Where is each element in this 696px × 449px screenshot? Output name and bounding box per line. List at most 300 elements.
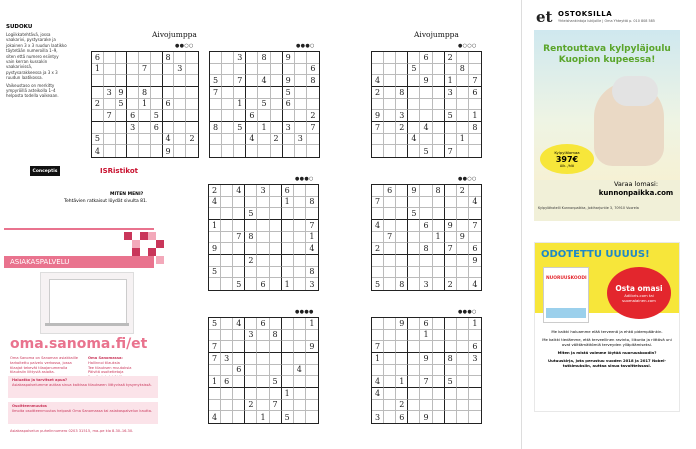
sudoku-empty-cell[interactable] (282, 330, 294, 342)
sudoku-empty-cell[interactable] (271, 64, 283, 76)
sudoku-empty-cell[interactable] (127, 52, 139, 64)
sudoku-empty-cell[interactable] (469, 185, 481, 197)
sudoku-empty-cell[interactable] (384, 220, 396, 232)
sudoku-empty-cell[interactable] (222, 145, 234, 157)
sudoku-empty-cell[interactable] (282, 318, 294, 330)
sudoku-empty-cell[interactable] (245, 353, 257, 365)
sudoku-empty-cell[interactable] (222, 134, 234, 146)
sudoku-empty-cell[interactable] (445, 388, 457, 400)
sudoku-empty-cell[interactable] (245, 318, 257, 330)
sudoku-empty-cell[interactable] (233, 353, 245, 365)
sudoku-empty-cell[interactable] (408, 99, 420, 111)
sudoku-empty-cell[interactable] (384, 267, 396, 279)
sudoku-empty-cell[interactable] (384, 99, 396, 111)
sudoku-empty-cell[interactable] (282, 232, 294, 244)
sudoku-empty-cell[interactable] (433, 243, 445, 255)
sudoku-empty-cell[interactable] (306, 411, 318, 423)
sudoku-empty-cell[interactable] (469, 330, 481, 342)
sudoku-empty-cell[interactable] (92, 110, 104, 122)
sudoku-empty-cell[interactable] (445, 232, 457, 244)
sudoku-empty-cell[interactable] (270, 318, 282, 330)
sudoku-empty-cell[interactable] (408, 365, 420, 377)
sudoku-empty-cell[interactable] (396, 255, 408, 267)
sudoku-empty-cell[interactable] (445, 122, 457, 134)
sudoku-empty-cell[interactable] (433, 400, 445, 412)
sudoku-empty-cell[interactable] (174, 122, 186, 134)
sudoku-empty-cell[interactable] (295, 52, 307, 64)
sudoku-empty-cell[interactable] (408, 411, 420, 423)
sudoku-empty-cell[interactable] (139, 110, 151, 122)
sudoku-empty-cell[interactable] (420, 208, 432, 220)
sudoku-empty-cell[interactable] (457, 353, 469, 365)
sudoku-empty-cell[interactable] (294, 318, 306, 330)
sudoku-empty-cell[interactable] (469, 145, 481, 157)
sudoku-empty-cell[interactable] (270, 232, 282, 244)
sudoku-empty-cell[interactable] (163, 87, 175, 99)
sudoku-empty-cell[interactable] (433, 52, 445, 64)
sudoku-empty-cell[interactable] (116, 110, 128, 122)
sudoku-empty-cell[interactable] (384, 52, 396, 64)
sudoku-empty-cell[interactable] (420, 87, 432, 99)
sudoku-empty-cell[interactable] (294, 353, 306, 365)
sudoku-empty-cell[interactable] (306, 330, 318, 342)
sudoku-empty-cell[interactable] (245, 411, 257, 423)
sudoku-empty-cell[interactable] (258, 110, 270, 122)
sudoku-empty-cell[interactable] (306, 185, 318, 197)
sudoku-empty-cell[interactable] (384, 278, 396, 290)
sudoku-empty-cell[interactable] (457, 278, 469, 290)
sudoku-empty-cell[interactable] (222, 87, 234, 99)
sudoku-empty-cell[interactable] (234, 87, 246, 99)
sudoku-empty-cell[interactable] (408, 220, 420, 232)
sudoku-empty-cell[interactable] (104, 52, 116, 64)
sudoku-empty-cell[interactable] (420, 267, 432, 279)
sudoku-empty-cell[interactable] (209, 400, 221, 412)
sudoku-empty-cell[interactable] (372, 365, 384, 377)
sudoku-empty-cell[interactable] (372, 330, 384, 342)
sudoku-empty-cell[interactable] (282, 400, 294, 412)
sudoku-empty-cell[interactable] (209, 365, 221, 377)
sudoku-empty-cell[interactable] (221, 318, 233, 330)
sudoku-empty-cell[interactable] (372, 99, 384, 111)
sudoku-empty-cell[interactable] (104, 134, 116, 146)
sudoku-empty-cell[interactable] (372, 400, 384, 412)
sudoku-empty-cell[interactable] (257, 267, 269, 279)
sudoku-empty-cell[interactable] (420, 134, 432, 146)
sudoku-empty-cell[interactable] (92, 87, 104, 99)
sudoku-empty-cell[interactable] (396, 232, 408, 244)
sudoku-empty-cell[interactable] (116, 52, 128, 64)
sudoku-empty-cell[interactable] (445, 400, 457, 412)
sudoku-empty-cell[interactable] (245, 267, 257, 279)
sudoku-empty-cell[interactable] (271, 145, 283, 157)
sudoku-empty-cell[interactable] (257, 376, 269, 388)
sudoku-empty-cell[interactable] (445, 267, 457, 279)
sudoku-empty-cell[interactable] (92, 122, 104, 134)
sudoku-empty-cell[interactable] (151, 64, 163, 76)
sudoku-empty-cell[interactable] (257, 220, 269, 232)
sudoku-empty-cell[interactable] (221, 220, 233, 232)
sudoku-empty-cell[interactable] (445, 330, 457, 342)
sudoku-empty-cell[interactable] (384, 197, 396, 209)
sudoku-empty-cell[interactable] (384, 134, 396, 146)
sudoku-empty-cell[interactable] (282, 255, 294, 267)
sudoku-empty-cell[interactable] (174, 110, 186, 122)
sudoku-empty-cell[interactable] (433, 99, 445, 111)
sudoku-empty-cell[interactable] (445, 318, 457, 330)
sudoku-empty-cell[interactable] (396, 220, 408, 232)
sudoku-empty-cell[interactable] (209, 330, 221, 342)
sudoku-empty-cell[interactable] (294, 278, 306, 290)
sudoku-empty-cell[interactable] (445, 64, 457, 76)
sudoku-empty-cell[interactable] (408, 376, 420, 388)
sudoku-empty-cell[interactable] (457, 110, 469, 122)
sudoku-empty-cell[interactable] (294, 341, 306, 353)
sudoku-empty-cell[interactable] (151, 99, 163, 111)
sudoku-empty-cell[interactable] (270, 411, 282, 423)
sudoku-empty-cell[interactable] (174, 52, 186, 64)
sudoku-empty-cell[interactable] (307, 134, 319, 146)
sudoku-empty-cell[interactable] (174, 75, 186, 87)
sudoku-empty-cell[interactable] (457, 330, 469, 342)
sudoku-empty-cell[interactable] (384, 208, 396, 220)
sudoku-empty-cell[interactable] (294, 376, 306, 388)
sudoku-empty-cell[interactable] (257, 208, 269, 220)
sudoku-empty-cell[interactable] (245, 376, 257, 388)
sudoku-empty-cell[interactable] (372, 145, 384, 157)
sudoku-empty-cell[interactable] (294, 220, 306, 232)
sudoku-empty-cell[interactable] (210, 134, 222, 146)
sudoku-empty-cell[interactable] (420, 365, 432, 377)
sudoku-empty-cell[interactable] (372, 255, 384, 267)
sudoku-empty-cell[interactable] (384, 122, 396, 134)
sudoku-empty-cell[interactable] (372, 318, 384, 330)
sudoku-empty-cell[interactable] (139, 75, 151, 87)
sudoku-empty-cell[interactable] (372, 134, 384, 146)
sudoku-empty-cell[interactable] (396, 99, 408, 111)
sudoku-empty-cell[interactable] (104, 145, 116, 157)
sudoku-empty-cell[interactable] (457, 208, 469, 220)
sudoku-empty-cell[interactable] (396, 145, 408, 157)
sudoku-empty-cell[interactable] (433, 145, 445, 157)
sudoku-empty-cell[interactable] (396, 353, 408, 365)
sudoku-empty-cell[interactable] (271, 122, 283, 134)
sudoku-empty-cell[interactable] (221, 185, 233, 197)
sudoku-empty-cell[interactable] (209, 232, 221, 244)
sudoku-empty-cell[interactable] (233, 243, 245, 255)
sudoku-empty-cell[interactable] (222, 64, 234, 76)
sudoku-empty-cell[interactable] (257, 353, 269, 365)
sudoku-empty-cell[interactable] (270, 267, 282, 279)
sudoku-empty-cell[interactable] (271, 110, 283, 122)
sudoku-empty-cell[interactable] (384, 87, 396, 99)
sudoku-empty-cell[interactable] (295, 122, 307, 134)
sudoku-empty-cell[interactable] (245, 341, 257, 353)
sudoku-empty-cell[interactable] (457, 75, 469, 87)
sudoku-empty-cell[interactable] (457, 255, 469, 267)
sudoku-empty-cell[interactable] (433, 376, 445, 388)
sudoku-empty-cell[interactable] (257, 341, 269, 353)
buy-cta[interactable] (607, 267, 671, 319)
sudoku-empty-cell[interactable] (457, 220, 469, 232)
sudoku-empty-cell[interactable] (151, 52, 163, 64)
sudoku-empty-cell[interactable] (245, 388, 257, 400)
sudoku-empty-cell[interactable] (221, 267, 233, 279)
sudoku-empty-cell[interactable] (221, 278, 233, 290)
booking-url[interactable]: kunnonpaikka.com (598, 189, 674, 197)
sudoku-empty-cell[interactable] (307, 87, 319, 99)
sudoku-empty-cell[interactable] (408, 52, 420, 64)
sudoku-empty-cell[interactable] (186, 87, 198, 99)
sudoku-empty-cell[interactable] (234, 134, 246, 146)
sudoku-empty-cell[interactable] (209, 388, 221, 400)
sudoku-empty-cell[interactable] (186, 122, 198, 134)
sudoku-empty-cell[interactable] (469, 208, 481, 220)
sudoku-empty-cell[interactable] (245, 243, 257, 255)
sudoku-empty-cell[interactable] (384, 110, 396, 122)
sudoku-empty-cell[interactable] (469, 411, 481, 423)
sudoku-empty-cell[interactable] (294, 255, 306, 267)
sudoku-empty-cell[interactable] (127, 99, 139, 111)
sudoku-empty-cell[interactable] (420, 185, 432, 197)
sudoku-empty-cell[interactable] (222, 122, 234, 134)
sudoku-empty-cell[interactable] (116, 134, 128, 146)
sudoku-empty-cell[interactable] (469, 64, 481, 76)
sudoku-empty-cell[interactable] (306, 353, 318, 365)
sudoku-empty-cell[interactable] (139, 145, 151, 157)
sudoku-empty-cell[interactable] (233, 330, 245, 342)
sudoku-empty-cell[interactable] (295, 64, 307, 76)
sudoku-empty-cell[interactable] (295, 99, 307, 111)
sudoku-empty-cell[interactable] (372, 52, 384, 64)
sudoku-empty-cell[interactable] (433, 330, 445, 342)
sudoku-empty-cell[interactable] (257, 243, 269, 255)
sudoku-empty-cell[interactable] (186, 145, 198, 157)
sudoku-empty-cell[interactable] (457, 87, 469, 99)
sudoku-empty-cell[interactable] (270, 341, 282, 353)
sudoku-empty-cell[interactable] (408, 197, 420, 209)
sudoku-empty-cell[interactable] (233, 255, 245, 267)
sudoku-empty-cell[interactable] (186, 99, 198, 111)
sudoku-empty-cell[interactable] (245, 278, 257, 290)
sudoku-empty-cell[interactable] (457, 122, 469, 134)
sudoku-empty-cell[interactable] (233, 341, 245, 353)
sudoku-empty-cell[interactable] (433, 267, 445, 279)
sudoku-empty-cell[interactable] (396, 330, 408, 342)
sudoku-empty-cell[interactable] (271, 87, 283, 99)
sudoku-empty-cell[interactable] (445, 197, 457, 209)
sudoku-empty-cell[interactable] (283, 110, 295, 122)
sudoku-empty-cell[interactable] (233, 208, 245, 220)
sudoku-empty-cell[interactable] (408, 122, 420, 134)
sudoku-empty-cell[interactable] (209, 278, 221, 290)
sudoku-empty-cell[interactable] (258, 134, 270, 146)
sudoku-empty-cell[interactable] (396, 208, 408, 220)
sudoku-empty-cell[interactable] (271, 75, 283, 87)
sudoku-empty-cell[interactable] (234, 145, 246, 157)
sudoku-empty-cell[interactable] (270, 185, 282, 197)
sudoku-empty-cell[interactable] (258, 87, 270, 99)
sudoku-empty-cell[interactable] (396, 197, 408, 209)
sudoku-empty-cell[interactable] (306, 388, 318, 400)
sudoku-empty-cell[interactable] (445, 411, 457, 423)
sudoku-empty-cell[interactable] (294, 400, 306, 412)
sudoku-empty-cell[interactable] (396, 365, 408, 377)
sudoku-empty-cell[interactable] (420, 99, 432, 111)
sudoku-empty-cell[interactable] (396, 185, 408, 197)
sudoku-empty-cell[interactable] (270, 197, 282, 209)
sudoku-empty-cell[interactable] (246, 64, 258, 76)
sudoku-empty-cell[interactable] (408, 341, 420, 353)
sudoku-empty-cell[interactable] (384, 376, 396, 388)
sudoku-empty-cell[interactable] (221, 341, 233, 353)
sudoku-empty-cell[interactable] (433, 318, 445, 330)
sudoku-empty-cell[interactable] (408, 278, 420, 290)
sudoku-empty-cell[interactable] (233, 411, 245, 423)
sudoku-empty-cell[interactable] (221, 243, 233, 255)
sudoku-empty-cell[interactable] (420, 110, 432, 122)
sudoku-empty-cell[interactable] (384, 365, 396, 377)
sudoku-empty-cell[interactable] (92, 75, 104, 87)
sudoku-empty-cell[interactable] (384, 353, 396, 365)
service-url[interactable]: oma.sanoma.fi/et (10, 336, 148, 352)
sudoku-empty-cell[interactable] (104, 122, 116, 134)
sudoku-empty-cell[interactable] (420, 232, 432, 244)
sudoku-empty-cell[interactable] (282, 220, 294, 232)
sudoku-empty-cell[interactable] (174, 99, 186, 111)
sudoku-empty-cell[interactable] (408, 87, 420, 99)
sudoku-empty-cell[interactable] (408, 255, 420, 267)
sudoku-empty-cell[interactable] (445, 255, 457, 267)
sudoku-empty-cell[interactable] (210, 52, 222, 64)
sudoku-empty-cell[interactable] (127, 87, 139, 99)
sudoku-empty-cell[interactable] (433, 388, 445, 400)
sudoku-empty-cell[interactable] (271, 52, 283, 64)
sudoku-empty-cell[interactable] (445, 134, 457, 146)
sudoku-empty-cell[interactable] (186, 110, 198, 122)
sudoku-empty-cell[interactable] (408, 75, 420, 87)
sudoku-empty-cell[interactable] (294, 208, 306, 220)
sudoku-empty-cell[interactable] (295, 145, 307, 157)
sudoku-empty-cell[interactable] (306, 208, 318, 220)
sudoku-empty-cell[interactable] (116, 64, 128, 76)
sudoku-empty-cell[interactable] (246, 122, 258, 134)
sudoku-empty-cell[interactable] (221, 197, 233, 209)
sudoku-empty-cell[interactable] (186, 52, 198, 64)
sudoku-empty-cell[interactable] (306, 255, 318, 267)
sudoku-empty-cell[interactable] (445, 99, 457, 111)
sudoku-empty-cell[interactable] (257, 400, 269, 412)
sudoku-empty-cell[interactable] (257, 232, 269, 244)
sudoku-empty-cell[interactable] (270, 365, 282, 377)
sudoku-empty-cell[interactable] (186, 75, 198, 87)
sudoku-empty-cell[interactable] (282, 208, 294, 220)
sudoku-empty-cell[interactable] (270, 243, 282, 255)
sudoku-empty-cell[interactable] (222, 52, 234, 64)
sudoku-empty-cell[interactable] (210, 64, 222, 76)
sudoku-empty-cell[interactable] (258, 145, 270, 157)
sudoku-empty-cell[interactable] (457, 267, 469, 279)
sudoku-empty-cell[interactable] (233, 197, 245, 209)
sudoku-empty-cell[interactable] (408, 388, 420, 400)
sudoku-empty-cell[interactable] (420, 400, 432, 412)
sudoku-empty-cell[interactable] (139, 52, 151, 64)
sudoku-empty-cell[interactable] (209, 208, 221, 220)
sudoku-empty-cell[interactable] (396, 134, 408, 146)
sudoku-empty-cell[interactable] (433, 64, 445, 76)
sudoku-empty-cell[interactable] (372, 208, 384, 220)
sudoku-empty-cell[interactable] (246, 75, 258, 87)
sudoku-empty-cell[interactable] (257, 255, 269, 267)
sudoku-empty-cell[interactable] (295, 110, 307, 122)
sudoku-empty-cell[interactable] (210, 99, 222, 111)
sudoku-empty-cell[interactable] (445, 365, 457, 377)
sudoku-empty-cell[interactable] (283, 145, 295, 157)
sudoku-empty-cell[interactable] (221, 208, 233, 220)
sudoku-empty-cell[interactable] (457, 99, 469, 111)
sudoku-empty-cell[interactable] (116, 122, 128, 134)
sudoku-empty-cell[interactable] (245, 220, 257, 232)
sudoku-empty-cell[interactable] (257, 330, 269, 342)
sudoku-empty-cell[interactable] (457, 243, 469, 255)
sudoku-empty-cell[interactable] (283, 134, 295, 146)
sudoku-empty-cell[interactable] (457, 318, 469, 330)
sudoku-empty-cell[interactable] (104, 99, 116, 111)
sudoku-empty-cell[interactable] (222, 75, 234, 87)
sudoku-empty-cell[interactable] (433, 75, 445, 87)
sudoku-empty-cell[interactable] (469, 365, 481, 377)
sudoku-empty-cell[interactable] (372, 64, 384, 76)
sudoku-empty-cell[interactable] (221, 400, 233, 412)
sudoku-empty-cell[interactable] (221, 232, 233, 244)
sudoku-empty-cell[interactable] (151, 87, 163, 99)
sudoku-empty-cell[interactable] (306, 376, 318, 388)
sudoku-empty-cell[interactable] (174, 134, 186, 146)
sudoku-empty-cell[interactable] (234, 64, 246, 76)
sudoku-empty-cell[interactable] (234, 110, 246, 122)
sudoku-empty-cell[interactable] (127, 64, 139, 76)
sudoku-empty-cell[interactable] (294, 197, 306, 209)
sudoku-empty-cell[interactable] (469, 232, 481, 244)
sudoku-empty-cell[interactable] (433, 134, 445, 146)
sudoku-empty-cell[interactable] (221, 255, 233, 267)
sudoku-empty-cell[interactable] (221, 365, 233, 377)
sudoku-empty-cell[interactable] (221, 330, 233, 342)
sudoku-empty-cell[interactable] (457, 376, 469, 388)
sudoku-empty-cell[interactable] (433, 208, 445, 220)
sudoku-empty-cell[interactable] (433, 122, 445, 134)
sudoku-empty-cell[interactable] (457, 197, 469, 209)
sudoku-empty-cell[interactable] (396, 388, 408, 400)
sudoku-empty-cell[interactable] (127, 145, 139, 157)
sudoku-empty-cell[interactable] (270, 278, 282, 290)
sudoku-empty-cell[interactable] (445, 208, 457, 220)
sudoku-empty-cell[interactable] (433, 353, 445, 365)
sudoku-empty-cell[interactable] (163, 75, 175, 87)
sudoku-empty-cell[interactable] (408, 330, 420, 342)
sudoku-empty-cell[interactable] (271, 99, 283, 111)
sudoku-empty-cell[interactable] (306, 365, 318, 377)
sudoku-empty-cell[interactable] (270, 353, 282, 365)
sudoku-empty-cell[interactable] (384, 318, 396, 330)
sudoku-empty-cell[interactable] (116, 75, 128, 87)
sudoku-empty-cell[interactable] (282, 341, 294, 353)
sudoku-empty-cell[interactable] (384, 145, 396, 157)
sudoku-empty-cell[interactable] (163, 122, 175, 134)
sudoku-empty-cell[interactable] (433, 411, 445, 423)
sudoku-empty-cell[interactable] (420, 255, 432, 267)
sudoku-empty-cell[interactable] (246, 52, 258, 64)
